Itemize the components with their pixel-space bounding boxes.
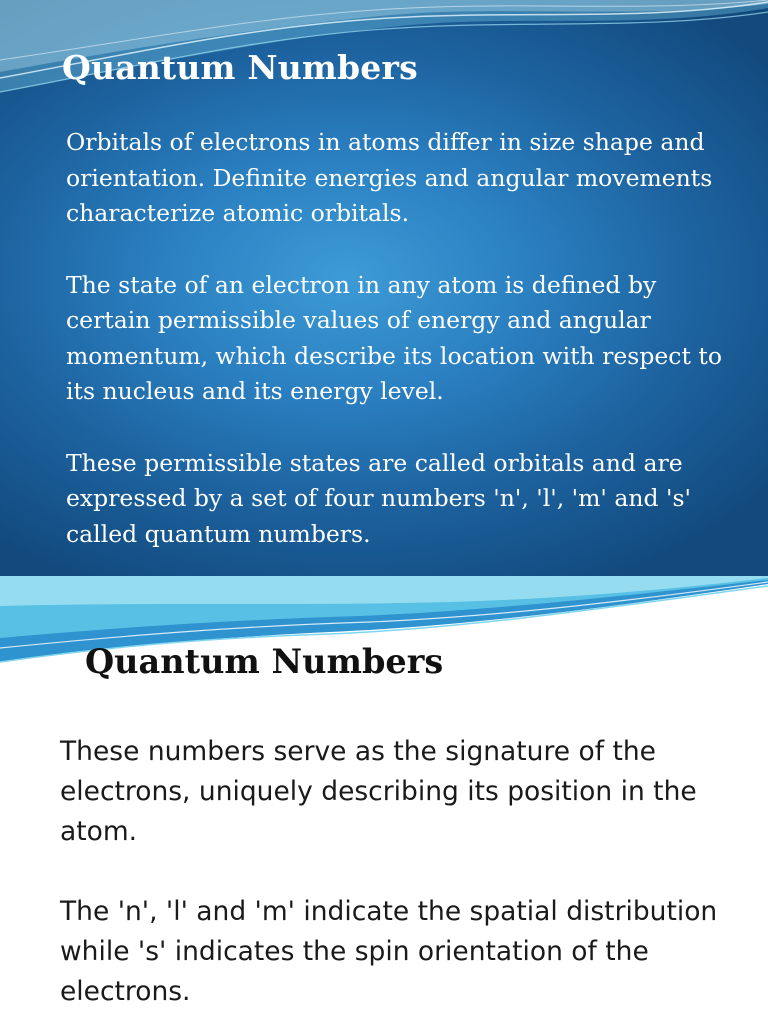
- slide-title: Quantum Numbers: [85, 642, 444, 681]
- slide-body: [66, 125, 738, 576]
- paragraph: These permissible states are called orbitals and are expressed by a set of four numbers 'n', 'l', 'm' and 's' called quantum numbers.: [66, 448, 691, 548]
- slide-2: [0, 576, 768, 1024]
- paragraph: The 'n', 'l' and 'm' indicate the spatial distribution while 's' indicates the spin orientation of the electrons.: [60, 896, 718, 1007]
- slide-title: Quantum Numbers: [62, 48, 418, 87]
- paragraph: The state of an electron in any atom is defined by certain permissible values of energy and angular momentum, which describe its location with respect to its nucleus and its energy level.: [66, 270, 722, 405]
- paragraph: These numbers serve as the signature of the electrons, uniquely describing its position in the atom.: [60, 736, 697, 847]
- paragraph: Orbitals of electrons in atoms differ in size shape and orientation. Definite energies and angular movements characterize atomic orbitals.: [66, 128, 713, 227]
- slide-body: [60, 732, 750, 1024]
